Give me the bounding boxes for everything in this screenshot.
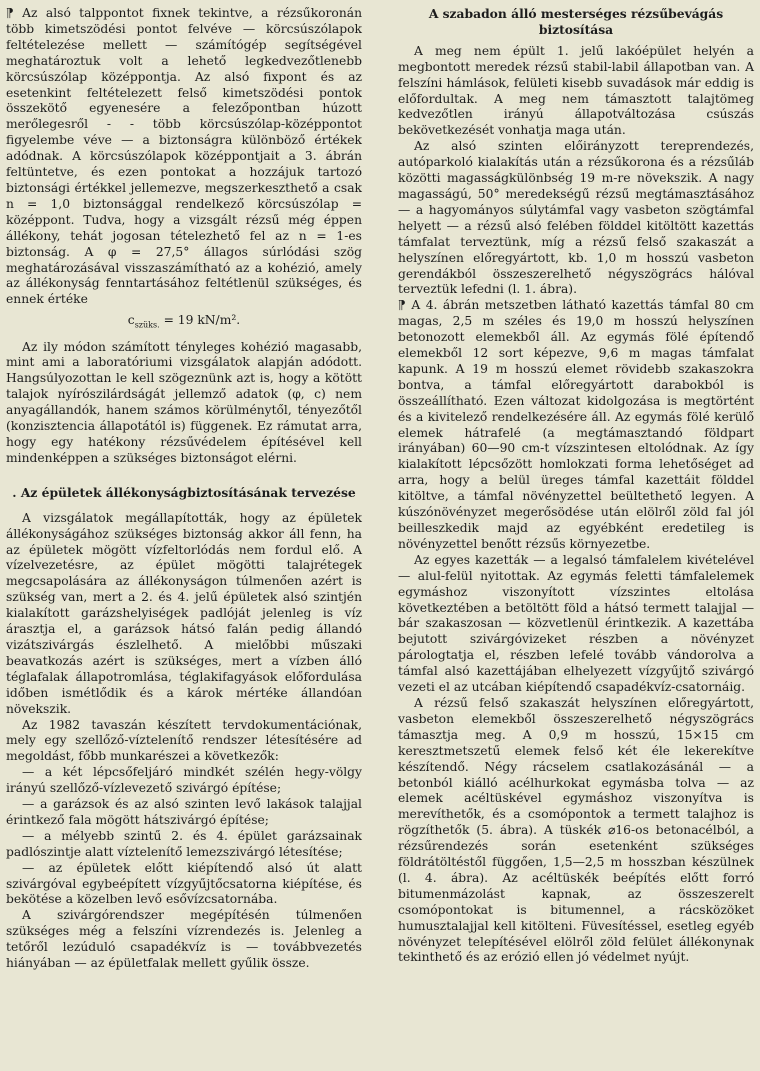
list-item: — a két lépcsőfeljáró mindkét szélén hegy-völgy irányú szellőző-vízlevezető szivárgó építése; (6, 765, 362, 796)
section-heading-buildings: . Az épületek állékonyságbiztosításának tervezése (12, 484, 356, 500)
list-item: — a mélyebb szintű 2. és 4. épület garázsainak padlószintje alatt víztelenítő lemezszivárgó létesítése; (6, 828, 362, 859)
list-item: — az épületek előtt kiépítendő alsó út alatt szivárgóval egybeépített vízgyűjtőcsatorna kiépítése, és bekötése a közelben levő esővízcsatornába. (6, 860, 362, 907)
list-item: — a garázsok és az alsó szinten levő lakások talajjal érintkező fala mögött hátszivárgó építése; (6, 797, 362, 827)
right-paragraph-4: Az egyes kazetták — a legalsó támfalelem kivételével — alul-felül nyitottak. Az egymás feletti támfalelemek egymáshoz viszonyított vízszintes eltolása következtében a betöltött föld a hátsó termett talajjal — bár szakaszosan — közvetlenül érintkezik. A kazettába bejutott szivárgóvizeket részben a növényzet párologtatja el, részben lefelé tovább vándorolva a támfal alsó kazettájában elhelyezett vízgyűjtő szivárgó vezeti el az utcában kiépítendő csapadékvíz-csatornáig. (398, 552, 754, 695)
formula-subscript: szüks. (134, 320, 160, 330)
section-heading-slope-line-1: A szabadon álló mesterséges rézsűbevágás (428, 6, 724, 21)
left-paragraph-5: A szivárgórendszer megépítésén túlmenően szükséges még a felszíni vízrendezés is. Jelenleg a tetőről lezúduló csapadékvíz is — továbbvezetés hiányában — az épületfalak mellett gyűlik össze. (6, 908, 362, 971)
section-heading-slope (398, 6, 754, 38)
right-paragraph-1: A meg nem épült 1. jelű lakóépület helyén a megbontott meredek rézsű stabil-labil állapotban van. A felszíni hámlások, felületi kisebb suvadások már eddig is előfordultak. A meg nem támasztott talajtömeg kedvezőtlen irányú állapotváltozása csúszás bekövetkezését vonhatja maga után. (398, 43, 754, 138)
formula-value: = 19 kN/m². (159, 313, 241, 328)
left-paragraph-4: Az 1982 tavaszán készített tervdokumentációnak, mely egy szellőző-víztelenítő rendszer létesítésére ad megoldást, főbb munkarészei a következők: (6, 717, 362, 764)
right-paragraph-3: ⁋ A 4. ábrán metszetben látható kazettás támfal 80 cm magas, 2,5 m széles és 19,0 m hosszú helyszínen betonozott elemekből áll. Az egymás fölé építendő elemekből 12 sort képezve, 9,6 m magas támfalat kapunk. A 19 m hosszú elemet rövidebb szakaszokra bontva, a támfal előregyártott darabokból is összeállítható. Ezen változat kidolgozása is megtörtént és a kivitelező rendelkezésére áll. Az egymás fölé kerülő elemek hátrafelé (a megtámasztandó földpart irányában) 60—90 cm-t vízszintesen eltolódnak. Az így kialakított lépcsőzött homlokzati forma lehetőséget ad arra, hogy a belül üreges támfal kazettáit földdel kitöltve, a támfal növényzettel beültethető legyen. A kúszónövényzet megerősödése után elölről zöld fal jól beilleszkedik majd az egyébként eredetileg is növényzettel benőtt rézsűs környezetbe. (398, 298, 754, 551)
right-paragraph-2: Az alsó szinten előirányzott tereprendezés, autóparkoló kialakítás után a rézsűkorona és a rézsűláb közötti magasságkülönbség 19 m-re növekszik. A nagy magasságú, 50° meredekségű rézsű megtámasztásához — a hagyományos súlytámfal vagy vasbeton szögtámfal helyett — a rézsű alsó felében földdel kitöltött kazettás támfalat terveztünk, míg a rézsű felső szakaszát a helyszínen előregyártott, kb. 1,0 m hosszú vasbeton gerendákból összeszerelhető négyszögrács hálóval terveztük lefedni (l. 1. ábra). (398, 139, 754, 297)
right-column (398, 6, 754, 966)
section-heading-slope-line-2: biztosítása (538, 21, 614, 37)
right-paragraph-5: A rézsű felső szakaszát helyszínen előregyártott, vasbeton elemekből összeszerelhető négyszögrács támasztja meg. A 0,9 m hosszú, 15×15 cm keresztmetszetű elemek felső két éle lekerekítve készítendő. Négy rácselem csatlakozásánál — a betonból kiálló acélhurkokat egymásba tolva — az elemek acéltüskével egymáshoz viszonyítva is merevíthetők, és a csomópontok a termett talajhoz is rögzíthetők (5. ábra). A tüskék ⌀16-os betonacélból, a rézsűrendezés során esetenként szükséges földrátöltéstől függően, 1,5—2,5 m hosszban készülnek (l. 4. ábra). Az acéltüskék beépítés előtt forró bitumenmázolást kapnak, az összeszerelt csomópontokat is bitumennel, a rácsközöket humusztalajjal kell kitölteni. Füvesítéssel, esetleg egyéb növényzet telepítésével elölről zöld felület állékonynak tekinthető és az erózió ellen jó védelmet nyújt. (398, 695, 754, 965)
left-paragraph-2: Az ily módon számított tényleges kohézió magasabb, mint ami a laboratóriumi vizsgálatok alapján adódott. Hangsúlyozottan le kell szögeznünk azt is, hogy a kötött talajok nyírószilárdságát jellemző adatok (φ, c) nem anyagállandók, hanem számos körülménytől, tényezőtől (konzisztencia állapotától is) függenek. Ez rámutat arra, hogy egy hatékony rézsűvédelem építésével kell mindenképpen a szükséges biztonságot elérni. (6, 339, 362, 465)
cohesion-formula (6, 313, 362, 333)
left-column (6, 6, 362, 972)
left-paragraph-1: ⁋ Az alsó talppontot fixnek tekintve, a rézsűkoronán több kimetszödési pontot felvéve — körcsúszólapok feltételezése mellett — számítógép segítségével meghatároztuk volt a lehető legkedvezőtlenebb körcsúszólap középpontja. Az alsó fixpont és az esetenkint feltételezett felső kimetszödési pontok összekötő egyenesére a felezőpontban húzott merőlegesről - - több körcsúszólap-középpontot figyelembe véve — a biztonságra különböző értékek adódnak. A körcsúszólapok középpontjait a 3. ábrán feltüntetve, és ezen pontokat a hozzájuk tartozó biztonsági értékkel jellemezve, megszerkeszthető a csak n = 1,0 biztonsággal rendelkező körcsúszólap = középpont. Tudva, hogy a vizsgált rézsű még éppen állékony, tehát jogosan tételezhető fel az n = 1-es biztonság. A φ = 27,5° állagos súrlódási szög meghatározásával visszaszámítható az a kohézió, amely az állékonyság fenntartásához feltétlenül szükséges, és ennek értéke (6, 6, 362, 307)
formula-symbol: c (127, 313, 135, 328)
left-paragraph-3: A vizsgálatok megállapították, hogy az épületek állékonyságához szükséges biztonság akkor áll fenn, ha az épületek mögött vízfeltorlódás nem fordul elő. A vízelvezetésre, az épület mögötti talajrétegek megcsapolására az állékonyságon túlmenően azért is szükség van, mert a 2. és 4. jelű épületek alsó szintjén kialakított garázshelyiségek padlóját jelenleg is víz árasztja el, a garázsok hátsó falán pedig állandó vizátszivárgás észlelhető. A mielőbbi műszaki beavatkozás azért is szükséges, mert a vízben álló téglafalak állapotromlása, téglakifagyások előfordulása időben ismétlődik és a károk mértéke állandóan növekszik. (6, 510, 362, 716)
